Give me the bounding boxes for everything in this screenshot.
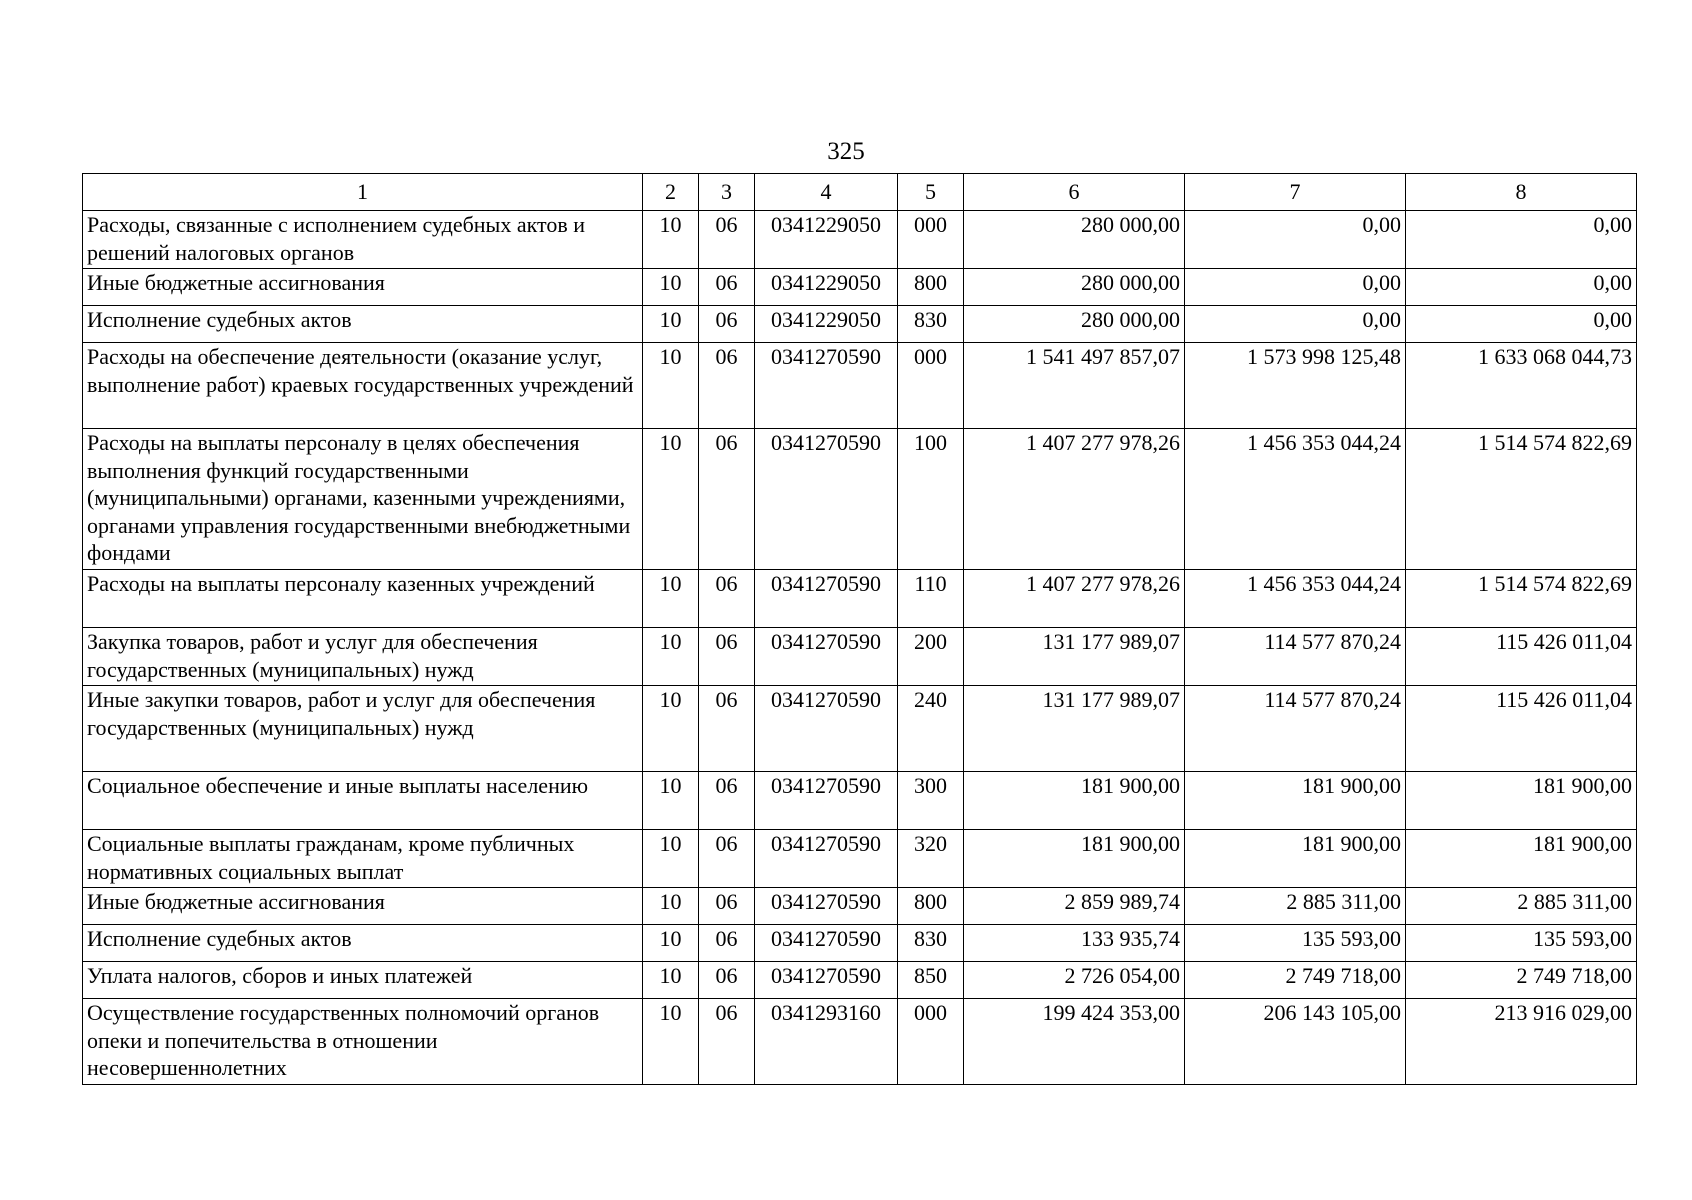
amount-col6: 2 859 989,74: [964, 888, 1185, 925]
column-header: 3: [699, 174, 755, 211]
column-header: 5: [898, 174, 964, 211]
row-name: Расходы на обеспечение деятельности (оказание услуг, выполнение работ) краевых государственных учреждений: [83, 343, 643, 429]
target-article-code: 0341270590: [755, 429, 898, 570]
target-article-code: 0341270590: [755, 628, 898, 686]
subsection-code: 06: [699, 306, 755, 343]
subsection-code: 06: [699, 269, 755, 306]
subsection-code: 06: [699, 429, 755, 570]
amount-col7: 1 573 998 125,48: [1185, 343, 1406, 429]
target-article-code: 0341270590: [755, 772, 898, 830]
subsection-code: 06: [699, 830, 755, 888]
table-row: [83, 211, 1637, 269]
amount-col8: 0,00: [1406, 306, 1637, 343]
amount-col6: 2 726 054,00: [964, 962, 1185, 999]
target-article-code: 0341293160: [755, 999, 898, 1085]
amount-col7: 114 577 870,24: [1185, 686, 1406, 772]
amount-col8: 1 514 574 822,69: [1406, 429, 1637, 570]
amount-col6: 1 407 277 978,26: [964, 429, 1185, 570]
target-article-code: 0341229050: [755, 211, 898, 269]
expense-type-code: 800: [898, 269, 964, 306]
section-code: 10: [643, 343, 699, 429]
amount-col8: 1 514 574 822,69: [1406, 570, 1637, 628]
table-row: [83, 306, 1637, 343]
table-row: [83, 343, 1637, 429]
subsection-code: 06: [699, 962, 755, 999]
amount-col8: 135 593,00: [1406, 925, 1637, 962]
column-header: 2: [643, 174, 699, 211]
amount-col8: 1 633 068 044,73: [1406, 343, 1637, 429]
row-name: Осуществление государственных полномочий органов опеки и попечительства в отношении несовершеннолетних: [83, 999, 643, 1085]
expense-type-code: 000: [898, 999, 964, 1085]
subsection-code: 06: [699, 570, 755, 628]
row-name: Исполнение судебных актов: [83, 306, 643, 343]
table-row: [83, 429, 1637, 570]
row-name: Уплата налогов, сборов и иных платежей: [83, 962, 643, 999]
row-name: Социальное обеспечение и иные выплаты населению: [83, 772, 643, 830]
amount-col8: 115 426 011,04: [1406, 686, 1637, 772]
subsection-code: 06: [699, 211, 755, 269]
amount-col6: 133 935,74: [964, 925, 1185, 962]
expense-type-code: 000: [898, 211, 964, 269]
amount-col8: 2 749 718,00: [1406, 962, 1637, 999]
expense-type-code: 110: [898, 570, 964, 628]
row-name: Расходы на выплаты персоналу казенных учреждений: [83, 570, 643, 628]
section-code: 10: [643, 570, 699, 628]
amount-col7: 0,00: [1185, 306, 1406, 343]
subsection-code: 06: [699, 343, 755, 429]
section-code: 10: [643, 686, 699, 772]
amount-col8: 181 900,00: [1406, 830, 1637, 888]
amount-col7: 0,00: [1185, 269, 1406, 306]
row-name: Иные бюджетные ассигнования: [83, 888, 643, 925]
target-article-code: 0341229050: [755, 269, 898, 306]
expense-type-code: 100: [898, 429, 964, 570]
amount-col7: 181 900,00: [1185, 772, 1406, 830]
expense-type-code: 240: [898, 686, 964, 772]
amount-col7: 135 593,00: [1185, 925, 1406, 962]
amount-col7: 0,00: [1185, 211, 1406, 269]
row-name: Иные закупки товаров, работ и услуг для обеспечения государственных (муниципальных) нужд: [83, 686, 643, 772]
section-code: 10: [643, 306, 699, 343]
target-article-code: 0341270590: [755, 343, 898, 429]
amount-col6: 181 900,00: [964, 772, 1185, 830]
amount-col7: 2 749 718,00: [1185, 962, 1406, 999]
subsection-code: 06: [699, 686, 755, 772]
target-article-code: 0341270590: [755, 570, 898, 628]
section-code: 10: [643, 888, 699, 925]
row-name: Закупка товаров, работ и услуг для обеспечения государственных (муниципальных) нужд: [83, 628, 643, 686]
expense-type-code: 830: [898, 306, 964, 343]
section-code: 10: [643, 269, 699, 306]
amount-col6: 199 424 353,00: [964, 999, 1185, 1085]
target-article-code: 0341229050: [755, 306, 898, 343]
subsection-code: 06: [699, 772, 755, 830]
amount-col6: 280 000,00: [964, 306, 1185, 343]
amount-col8: 213 916 029,00: [1406, 999, 1637, 1085]
page-number: 325: [827, 138, 865, 165]
table-row: [83, 962, 1637, 999]
expense-type-code: 830: [898, 925, 964, 962]
amount-col8: 115 426 011,04: [1406, 628, 1637, 686]
table-row: [83, 772, 1637, 830]
amount-col7: 2 885 311,00: [1185, 888, 1406, 925]
target-article-code: 0341270590: [755, 925, 898, 962]
column-header: 6: [964, 174, 1185, 211]
amount-col8: 181 900,00: [1406, 772, 1637, 830]
amount-col7: 1 456 353 044,24: [1185, 429, 1406, 570]
amount-col6: 1 541 497 857,07: [964, 343, 1185, 429]
table-row: [83, 888, 1637, 925]
amount-col6: 280 000,00: [964, 269, 1185, 306]
expense-type-code: 000: [898, 343, 964, 429]
expense-type-code: 800: [898, 888, 964, 925]
table-row: [83, 269, 1637, 306]
section-code: 10: [643, 772, 699, 830]
row-name: Расходы на выплаты персоналу в целях обеспечения выполнения функций государственными (муниципальными) органами, казенными учреждениями, органами управления государственными внебюджетными фондами: [83, 429, 643, 570]
expense-type-code: 850: [898, 962, 964, 999]
section-code: 10: [643, 962, 699, 999]
row-name: Социальные выплаты гражданам, кроме публичных нормативных социальных выплат: [83, 830, 643, 888]
expense-type-code: 320: [898, 830, 964, 888]
amount-col6: 131 177 989,07: [964, 686, 1185, 772]
table-row: [83, 925, 1637, 962]
amount-col6: 280 000,00: [964, 211, 1185, 269]
expense-type-code: 200: [898, 628, 964, 686]
target-article-code: 0341270590: [755, 962, 898, 999]
section-code: 10: [643, 628, 699, 686]
subsection-code: 06: [699, 999, 755, 1085]
header-row: [83, 174, 1637, 211]
budget-table: [82, 173, 1637, 1085]
row-name: Расходы, связанные с исполнением судебных актов и решений налоговых органов: [83, 211, 643, 269]
column-header: 1: [83, 174, 643, 211]
section-code: 10: [643, 999, 699, 1085]
amount-col7: 181 900,00: [1185, 830, 1406, 888]
row-name: Исполнение судебных актов: [83, 925, 643, 962]
amount-col7: 114 577 870,24: [1185, 628, 1406, 686]
amount-col6: 1 407 277 978,26: [964, 570, 1185, 628]
subsection-code: 06: [699, 888, 755, 925]
amount-col8: 0,00: [1406, 269, 1637, 306]
section-code: 10: [643, 925, 699, 962]
section-code: 10: [643, 830, 699, 888]
row-name: Иные бюджетные ассигнования: [83, 269, 643, 306]
table-row: [83, 628, 1637, 686]
column-header: 7: [1185, 174, 1406, 211]
table-row: [83, 830, 1637, 888]
column-header: 8: [1406, 174, 1637, 211]
amount-col7: 206 143 105,00: [1185, 999, 1406, 1085]
table-row: [83, 999, 1637, 1085]
subsection-code: 06: [699, 925, 755, 962]
amount-col8: 2 885 311,00: [1406, 888, 1637, 925]
section-code: 10: [643, 429, 699, 570]
table-row: [83, 570, 1637, 628]
target-article-code: 0341270590: [755, 888, 898, 925]
target-article-code: 0341270590: [755, 686, 898, 772]
amount-col6: 131 177 989,07: [964, 628, 1185, 686]
table-row: [83, 686, 1637, 772]
expense-type-code: 300: [898, 772, 964, 830]
subsection-code: 06: [699, 628, 755, 686]
amount-col6: 181 900,00: [964, 830, 1185, 888]
section-code: 10: [643, 211, 699, 269]
amount-col8: 0,00: [1406, 211, 1637, 269]
target-article-code: 0341270590: [755, 830, 898, 888]
amount-col7: 1 456 353 044,24: [1185, 570, 1406, 628]
column-header: 4: [755, 174, 898, 211]
